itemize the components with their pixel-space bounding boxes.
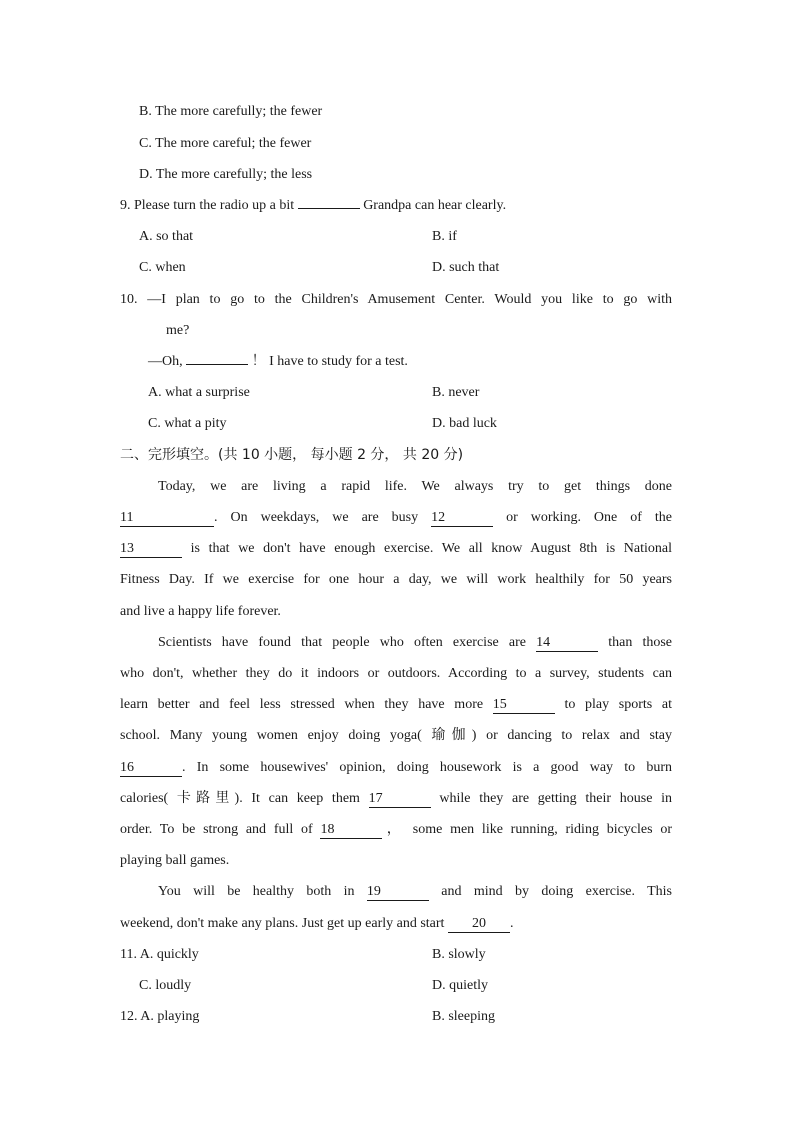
question-10-blank bbox=[186, 364, 248, 365]
passage-text: and mind by doing exercise. This bbox=[441, 884, 672, 899]
passage-text: . In some housewives' opinion, doing housework is a good way to burn bbox=[182, 760, 672, 775]
option-10a: A. what a surprise bbox=[148, 385, 250, 400]
passage-p2-line5 bbox=[120, 759, 672, 777]
passage-p3-line1 bbox=[158, 883, 672, 901]
passage-p3-line2 bbox=[120, 915, 513, 933]
passage-p1-line3 bbox=[120, 540, 672, 558]
passage-text: ， some men like running, riding bicycles or bbox=[382, 822, 672, 837]
option-11d: D. quietly bbox=[432, 978, 488, 993]
passage-text: . On weekdays, we are busy bbox=[214, 510, 419, 525]
passage-text: weekend, don't make any plans. Just get up early and start bbox=[120, 916, 445, 931]
blank-15: 15 bbox=[493, 697, 555, 714]
option-9d: D. such that bbox=[432, 260, 500, 275]
question-9-stem-before: 9. Please turn the radio up a bit bbox=[120, 198, 295, 213]
option-12b: B. sleeping bbox=[432, 1009, 495, 1024]
passage-p2-line6 bbox=[120, 790, 672, 808]
question-10-line1: 10. —I plan to go to the Children's Amusement Center. Would you like to go with bbox=[120, 292, 672, 307]
passage-p1-line2 bbox=[120, 509, 672, 527]
passage-text: calories( 卡路里). It can keep them bbox=[120, 791, 360, 806]
option-9a: A. so that bbox=[139, 229, 194, 244]
passage-text: is that we don't have enough exercise. We all know August 8th is National bbox=[190, 541, 672, 556]
passage-text: order. To be strong and full of bbox=[120, 822, 313, 837]
option-8d: D. The more carefully; the less bbox=[139, 167, 313, 182]
passage-p1-line5: and live a happy life forever. bbox=[120, 604, 281, 619]
passage-text: learn better and feel less stressed when they have more bbox=[120, 697, 484, 712]
option-8c: C. The more careful; the fewer bbox=[139, 136, 312, 151]
option-10b: B. never bbox=[432, 385, 480, 400]
passage-p1-line4: Fitness Day. If we exercise for one hour a day, we will work healthily for 50 years bbox=[120, 572, 672, 587]
passage-p2-line3 bbox=[120, 696, 672, 714]
option-10c: C. what a pity bbox=[148, 416, 227, 431]
question-9-blank bbox=[298, 208, 360, 209]
question-10-reply-before: —Oh, bbox=[148, 354, 183, 369]
option-9b: B. if bbox=[432, 229, 457, 244]
passage-p1-line1: Today, we are living a rapid life. We always try to get things done bbox=[158, 479, 672, 494]
blank-20: 20 bbox=[448, 916, 510, 933]
passage-text: or working. One of the bbox=[506, 510, 672, 525]
passage-text: while they are getting their house in bbox=[439, 791, 673, 806]
option-12a: 12. A. playing bbox=[120, 1009, 200, 1024]
question-9-stem bbox=[120, 197, 506, 215]
blank-11: 11 bbox=[120, 510, 214, 527]
passage-text: Scientists have found that people who often exercise are bbox=[158, 635, 526, 650]
passage-p2-line1 bbox=[158, 634, 672, 652]
option-10d: D. bad luck bbox=[432, 416, 497, 431]
passage-text: to play sports at bbox=[564, 697, 673, 712]
question-9-stem-after: Grandpa can hear clearly. bbox=[363, 198, 507, 213]
question-10-reply bbox=[148, 353, 408, 371]
blank-19: 19 bbox=[367, 884, 429, 901]
question-10-reply-after: ！ I have to study for a test. bbox=[251, 354, 408, 369]
passage-text: You will be healthy both in bbox=[158, 884, 355, 899]
passage-text: . bbox=[509, 916, 514, 931]
option-11a: 11. A. quickly bbox=[120, 947, 199, 962]
blank-18: 18 bbox=[320, 822, 382, 839]
passage-p2-line7 bbox=[120, 821, 672, 839]
blank-14: 14 bbox=[536, 635, 598, 652]
blank-16: 16 bbox=[120, 760, 182, 777]
blank-13: 13 bbox=[120, 541, 182, 558]
blank-17: 17 bbox=[369, 791, 431, 808]
option-9c: C. when bbox=[139, 260, 186, 275]
passage-p2-line4: school. Many young women enjoy doing yoga( 瑜伽) or dancing to relax and stay bbox=[120, 728, 672, 743]
option-11c: C. loudly bbox=[139, 978, 192, 993]
passage-p2-line2: who don't, whether they do it indoors or outdoors. According to a survey, students can bbox=[120, 666, 672, 681]
passage-text: than those bbox=[608, 635, 673, 650]
passage-p2-line8: playing ball games. bbox=[120, 853, 230, 868]
section-heading-cloze: 二、完形填空。(共 10 小题， 每小题 2 分， 共 20 分) bbox=[120, 447, 464, 463]
question-10-line2: me? bbox=[166, 323, 190, 338]
blank-12: 12 bbox=[431, 510, 493, 527]
option-8b: B. The more carefully; the fewer bbox=[139, 104, 323, 119]
option-11b: B. slowly bbox=[432, 947, 486, 962]
